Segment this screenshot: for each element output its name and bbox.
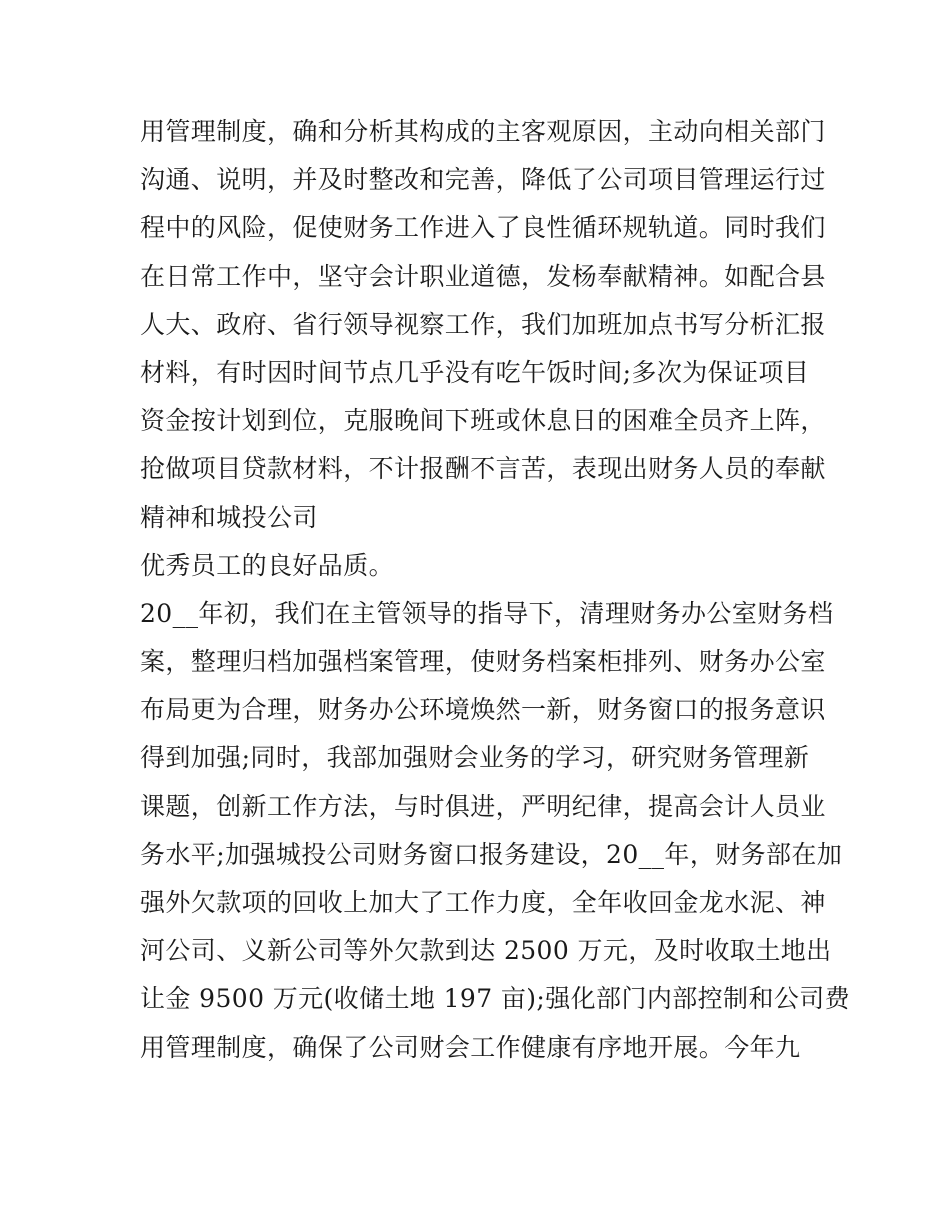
text-line: 布局更为合理，财务办公环境焕然一新，财务窗口的报务意识 (140, 695, 826, 725)
text-line: 精神和城投公司 (140, 502, 318, 532)
text-line: 强外欠款项的回收上加大了工作力度，全年收回金龙水泥、神 (140, 888, 826, 917)
text-line: 务水平;加强城投公司财务窗口报务建设，20__年，财务部在加 (140, 839, 843, 869)
text-line: 案，整理归档加强档案管理，使财务档案柜排列、财务办公室 (140, 647, 826, 677)
text-line: 人大、政府、省行领导视察工作，我们加班加点书写分析汇报 (140, 309, 826, 339)
text-line: 在日常工作中，坚守会计职业道德，发杨奉献精神。如配合县 (140, 261, 826, 291)
text-line: 优秀员工的良好品质。 (140, 550, 395, 580)
text-line: 用管理制度，确保了公司财会工作健康有序地开展。今年九 (140, 1032, 801, 1062)
text-line: 20__年初，我们在主管领导的指导下，清理财务办公室财务档 (140, 598, 834, 628)
text-line: 河公司、义新公司等外欠款到达 2500 万元，及时收取土地出 (140, 936, 832, 966)
text-line: 用管理制度，确和分析其构成的主客观原因，主动向相关部门 (140, 117, 826, 146)
text-line: 抢做项目贷款材料，不计报酬不言苦，表现出财务人员的奉献 (140, 454, 826, 484)
text-line: 资金按计划到位，克服晚间下班或休息日的困难全员齐上阵， (140, 406, 826, 436)
text-line: 让金 9500 万元(收储土地 197 亩);强化部门内部控制和公司费 (140, 984, 851, 1014)
text-line: 课题，创新工作方法，与时俱进，严明纪律，提高会计人员业 (140, 791, 826, 821)
body-text (140, 108, 851, 1072)
text-line: 材料，有时因时间节点几乎没有吃午饭时间;多次为保证项目 (140, 357, 810, 387)
text-line: 沟通、说明，并及时整改和完善，降低了公司项目管理运行过 (140, 165, 826, 195)
text-line: 程中的风险，促使财务工作进入了良性循环规轨道。同时我们 (140, 213, 826, 243)
text-line: 得到加强;同时，我部加强财会业务的学习，研究财务管理新 (140, 743, 810, 773)
